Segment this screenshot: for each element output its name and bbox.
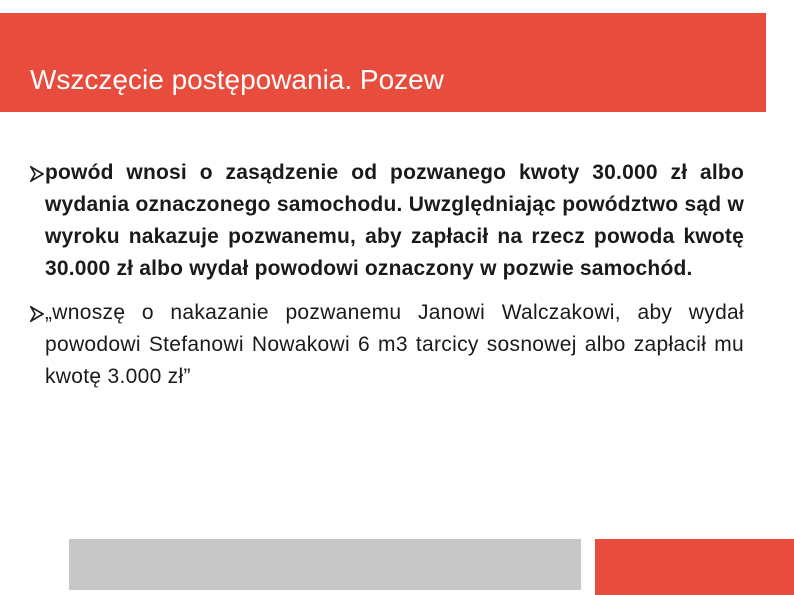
bullet-text: powód wnosi o zasądzenie od pozwanego kwoty 30.000 zł albo wydania oznaczonego samochodu. Uwzględniając powództwo sąd w wyroku nakazuje pozwanemu, aby zapłacił na rzecz powoda kwotę 30.000 zł albo wydał powodowi oznaczony w pozwie samochód. <box>45 161 744 280</box>
arrowhead-bullet-icon <box>30 157 46 182</box>
footer-gray-bar <box>69 539 581 590</box>
bullet-item <box>30 297 744 393</box>
arrowhead-bullet-icon <box>30 297 46 322</box>
footer-accent-bar <box>595 539 794 595</box>
bullet-item <box>30 157 744 285</box>
slide-content <box>30 157 744 393</box>
bullet-text: „wnoszę o nakazanie pozwanemu Janowi Walczakowi, aby wydał powodowi Stefanowi Nowakowi 6 m3 tarcicy sosnowej albo zapłacił mu kwotę 3.000 zł” <box>45 301 744 388</box>
slide-title: Wszczęcie postępowania. Pozew <box>30 64 444 95</box>
